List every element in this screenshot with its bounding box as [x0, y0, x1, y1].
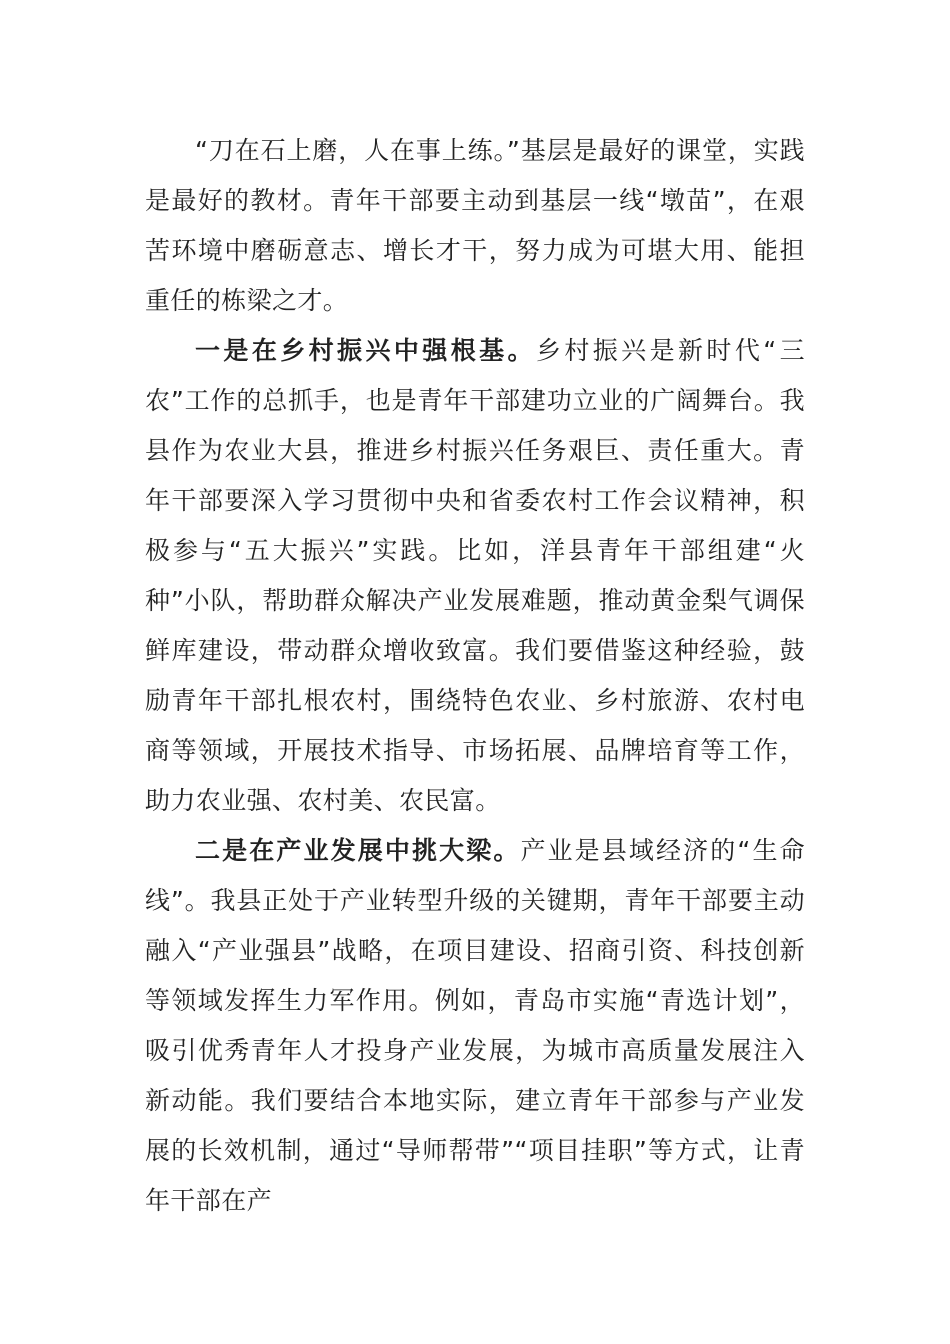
- paragraph-intro: [145, 126, 805, 326]
- paragraph-lead: 二是在产业发展中挑大梁。: [195, 836, 521, 865]
- paragraph-rural-revitalization: [145, 326, 805, 826]
- paragraph-lead: 一是在乡村振兴中强根基。: [195, 336, 536, 365]
- paragraph-text: “刀在石上磨，人在事上练。”基层是最好的课堂，实践是最好的教材。青年干部要主动到基层一线“墩苗”，在艰苦环境中磨砺意志、增长才干，努力成为可堪大用、能担重任的栋梁之才。: [145, 136, 805, 315]
- document-page: [145, 126, 805, 1226]
- paragraph-industry-development: [145, 826, 805, 1226]
- paragraph-text: 乡村振兴是新时代“三农”工作的总抓手，也是青年干部建功立业的广阔舞台。我县作为农业大县，推进乡村振兴任务艰巨、责任重大。青年干部要深入学习贯彻中央和省委农村工作会议精神，积极参与“五大振兴”实践。比如，洋县青年干部组建“火种”小队，帮助群众解决产业发展难题，推动黄金梨气调保鲜库建设，带动群众增收致富。我们要借鉴这种经验，鼓励青年干部扎根农村，围绕特色农业、乡村旅游、农村电商等领域，开展技术指导、市场拓展、品牌培育等工作，助力农业强、农村美、农民富。: [145, 336, 805, 815]
- paragraph-text: 产业是县域经济的“生命线”。我县正处于产业转型升级的关键期，青年干部要主动融入“产业强县”战略，在项目建设、招商引资、科技创新等领域发挥生力军作用。例如，青岛市实施“青选计划”，吸引优秀青年人才投身产业发展，为城市高质量发展注入新动能。我们要结合本地实际，建立青年干部参与产业发展的长效机制，通过“导师帮带”“项目挂职”等方式，让青年干部在产: [145, 836, 805, 1215]
